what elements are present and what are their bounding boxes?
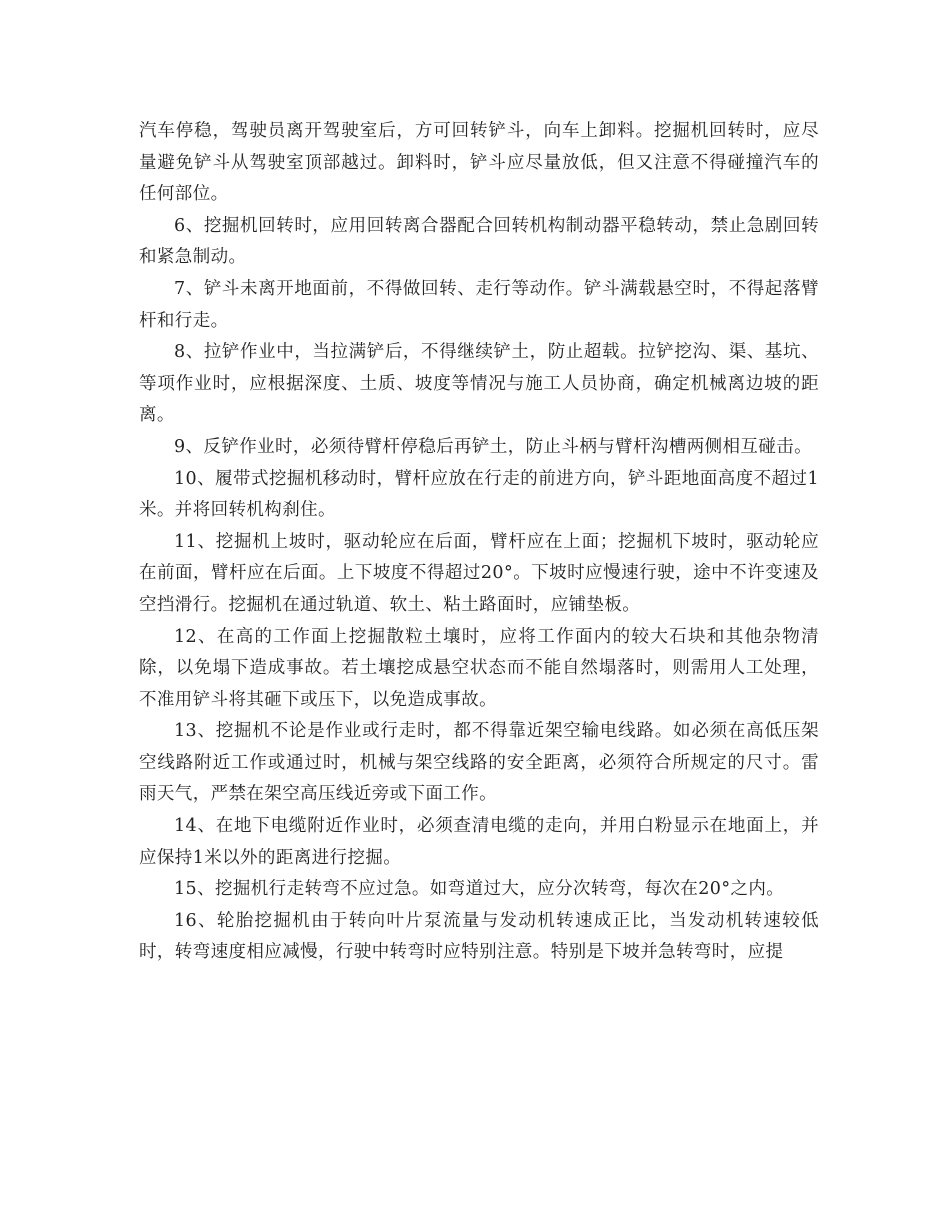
document-body	[139, 116, 819, 969]
paragraph-item-8: 8、拉铲作业中，当拉满铲后，不得继续铲土，防止超载。拉铲挖沟、渠、基坑、等项作业时，应根据深度、土质、坡度等情况与施工人员协商，确定机械离边坡的距离。	[139, 342, 819, 426]
paragraph-item-16: 16、轮胎挖掘机由于转向叶片泵流量与发动机转速成正比，当发动机转速较低时，转弯速度相应减慢，行驶中转弯时应特别注意。特别是下坡并急转弯时，应提	[139, 910, 819, 963]
paragraph-item-6: 6、挖掘机回转时，应用回转离合器配合回转机构制动器平稳转动，禁止急剧回转和紧急制动。	[139, 215, 819, 268]
paragraph-item-9: 9、反铲作业时，必须待臂杆停稳后再铲土，防止斗柄与臂杆沟槽两侧相互碰击。	[174, 436, 813, 457]
paragraph-item-15: 15、挖掘机行走转弯不应过急。如弯道过大，应分次转弯，每次在20°之内。	[174, 879, 785, 900]
paragraph-continuation: 汽车停稳，驾驶员离开驾驶室后，方可回转铲斗，向车上卸料。挖掘机回转时，应尽量避免铲斗从驾驶室顶部越过。卸料时，铲斗应尽量放低，但又注意不得碰撞汽车的任何部位。	[139, 121, 819, 205]
paragraph-item-10: 10、履带式挖掘机移动时，臂杆应放在行走的前进方向，铲斗距地面高度不超过1米。并将回转机构刹住。	[139, 468, 819, 521]
paragraph-item-13: 13、挖掘机不论是作业或行走时，都不得靠近架空输电线路。如必须在高低压架空线路附近工作或通过时，机械与架空线路的安全距离，必须符合所规定的尺寸。雷雨天气，严禁在架空高压线近旁或下面工作。	[139, 721, 819, 805]
paragraph-item-14: 14、在地下电缆附近作业时，必须查清电缆的走向，并用白粉显示在地面上，并应保持1米以外的距离进行挖掘。	[139, 816, 819, 868]
paragraph-item-11: 11、挖掘机上坡时，驱动轮应在后面，臂杆应在上面；挖掘机下坡时，驱动轮应在前面，臂杆应在后面。上下坡度不得超过20°。下坡时应慢速行驶，途中不许变速及空挡滑行。挖掘机在通过轨道、软土、粘土路面时，应铺垫板。	[139, 531, 819, 615]
paragraph-item-7: 7、铲斗未离开地面前，不得做回转、走行等动作。铲斗满载悬空时，不得起落臂杆和行走。	[139, 278, 819, 331]
paragraph-item-12: 12、在高的工作面上挖掘散粒土壤时，应将工作面内的较大石块和其他杂物清除，以免塌下造成事故。若土壤挖成悬空状态而不能自然塌落时，则需用人工处理，不准用铲斗将其砸下或压下，以免造成事故。	[139, 626, 819, 710]
